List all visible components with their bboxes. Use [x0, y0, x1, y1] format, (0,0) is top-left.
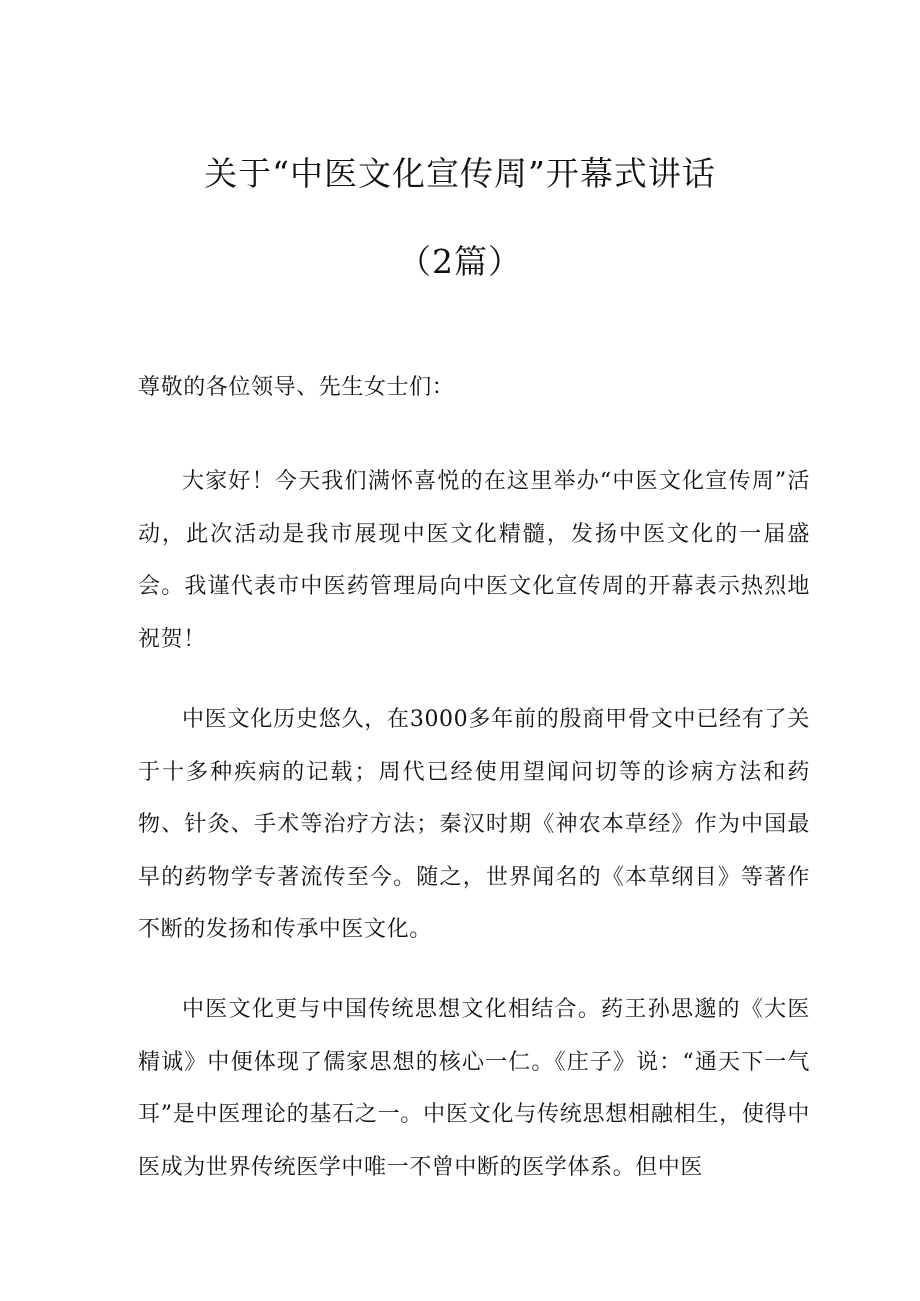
document-subtitle: （2篇）	[398, 242, 522, 281]
paragraph-1: 大家好！今天我们满怀喜悦的在这里举办“中医文化宣传周”活动，此次活动是我市展现中医文化精髓，发扬中医文化的一届盛会。我谨代表市中医药管理局向中医文化宣传周的开幕表示热烈地祝贺！	[138, 469, 810, 652]
paragraph-2: 中医文化历史悠久，在3000多年前的殷商甲骨文中已经有了关于十多种疾病的记载；周代已经使用望闻问切等的诊病方法和药物、针灸、手术等治疗方法；秦汉时期《神农本草经》作为中国最早的药物学专著流传至今。随之，世界闻名的《本草纲目》等著作不断的发扬和传承中医文化。	[138, 707, 810, 942]
salutation: 尊敬的各位领导、先生女士们：	[138, 375, 455, 400]
paragraph-3: 中医文化更与中国传统思想文化相结合。药王孙思邈的《大医精诚》中便体现了儒家思想的核心一仁。《庄子》说：“通天下一气耳”是中医理论的基石之一。中医文化与传统思想相融相生，使得中医成为世界传统医学中唯一不曾中断的医学体系。但中医	[138, 997, 810, 1180]
document-title: 关于“中医文化宣传周”开幕式讲话	[204, 154, 716, 193]
